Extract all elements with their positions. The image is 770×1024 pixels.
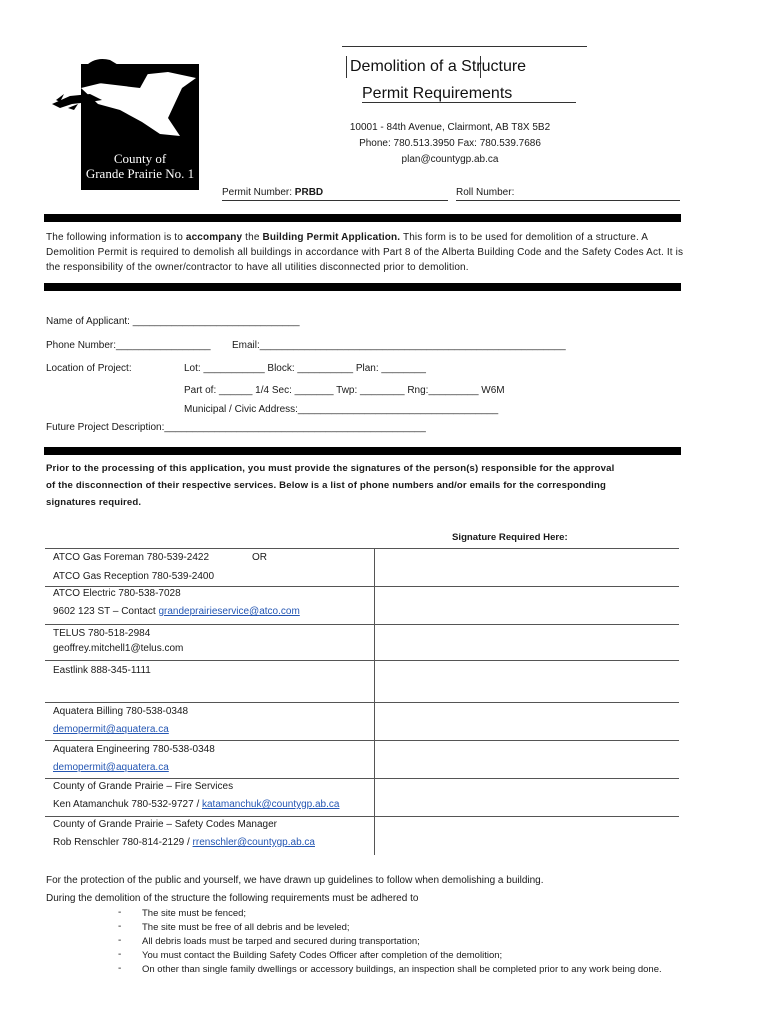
atco-contact-prefix: 9602 123 ST – Contact — [53, 606, 159, 617]
location-label: Location of Project: — [46, 363, 132, 374]
address-street: 10001 - 84th Avenue, Clairmont, AB T8X 5B2 — [349, 122, 551, 133]
legal-land-field[interactable]: Part of: ______ 1/4 Sec: _______ Twp: ________ Rng:_________ W6M — [184, 385, 505, 396]
safety-codes-manager: County of Grande Prairie – Safety Codes Manager — [53, 819, 278, 830]
fire-services: County of Grande Prairie – Fire Services — [53, 781, 234, 792]
intro-paragraph — [46, 230, 696, 275]
fire-contact-prefix: Ken Atamanchuk 780-532-9727 / — [53, 799, 202, 810]
page-title-line1: Demolition of a Structure — [350, 58, 527, 75]
title-underline — [362, 102, 576, 103]
safety-contact-prefix: Rob Renschler 780-814-2129 / — [53, 837, 193, 848]
logo-text-line2: Grande Prairie No. 1 — [85, 166, 195, 181]
signature-notice: Prior to the processing of this application, you must provide the signatures of the person(s) responsible for the approval of the disconnection of their respective services. Below is a list of phone numbers and/or emails for the corresponding signatures required. — [46, 463, 615, 508]
bullet-dash: - — [118, 921, 122, 932]
lot-block-plan-field[interactable]: Lot: ___________ Block: __________ Plan: ________ — [184, 363, 426, 374]
aquatera-billing: Aquatera Billing 780-538-0348 — [53, 706, 189, 717]
table-row — [45, 625, 679, 661]
footer-line-1: For the protection of the public and yourself, we have drawn up guidelines to follow when demolishing a building. — [46, 875, 544, 886]
address-phone-fax: Phone: 780.513.3950 Fax: 780.539.7686 — [359, 138, 541, 149]
atco-gas-reception: ATCO Gas Reception 780-539-2400 — [53, 571, 215, 582]
page-title-line2: Permit Requirements — [362, 85, 513, 102]
bullet-dash: - — [118, 949, 122, 960]
future-project-field[interactable]: Future Project Description:_______________________________________________ — [46, 422, 426, 433]
telus-phone: TELUS 780-518-2984 — [53, 628, 151, 639]
title-rule-left — [346, 56, 347, 78]
aquatera-engineering-email-link[interactable]: demopermit@aquatera.ca — [53, 762, 169, 773]
table-row — [45, 741, 679, 779]
safety-email-link[interactable]: rrenschler@countygp.ab.ca — [192, 837, 315, 848]
intro-text-2: the — [242, 232, 263, 243]
aquatera-billing-email-link[interactable]: demopermit@aquatera.ca — [53, 724, 169, 735]
telus-email: geoffrey.mitchell1@telus.com — [53, 643, 184, 654]
permit-number-prefix: PRBD — [294, 187, 324, 198]
footer-line-2: During the demolition of the structure the following requirements must be adhered to — [46, 893, 419, 904]
applicant-name-field[interactable]: Name of Applicant: ______________________________ — [46, 316, 300, 327]
atco-gas-foreman: ATCO Gas Foreman 780-539-2422 — [53, 552, 210, 563]
requirements-list — [0, 906, 770, 986]
signature-table — [45, 548, 679, 854]
requirement-item: The site must be free of all debris and be leveled; — [142, 922, 350, 933]
section-divider-3 — [44, 447, 681, 455]
fire-contact — [53, 798, 339, 812]
requirement-item: On other than single family dwellings or accessory buildings, an inspection shall be completed prior to any work being done. — [142, 964, 662, 975]
logo-text-line1: County of — [113, 151, 167, 166]
bullet-dash: - — [118, 935, 122, 946]
requirement-item: All debris loads must be tarped and secured during transportation; — [142, 936, 420, 947]
requirement-item: You must contact the Building Safety Codes Officer after completion of the demolition; — [142, 950, 503, 961]
bullet-dash: - — [118, 907, 122, 918]
table-row — [45, 779, 679, 817]
roll-number-field[interactable] — [456, 186, 680, 201]
signature-column-header: Signature Required Here: — [452, 532, 568, 543]
atco-email-link[interactable]: grandeprairieservice@atco.com — [158, 606, 300, 617]
section-divider-1 — [44, 214, 681, 222]
atco-contact — [53, 605, 300, 619]
table-row — [45, 703, 679, 741]
permit-number-label: Permit Number: — [222, 187, 295, 198]
fire-email-link[interactable]: katamanchuk@countygp.ab.ca — [202, 799, 340, 810]
municipal-address-field[interactable]: Municipal / Civic Address:____________________________________ — [184, 404, 499, 415]
aquatera-engineering: Aquatera Engineering 780-538-0348 — [53, 744, 215, 755]
table-row — [45, 817, 679, 855]
atco-electric: ATCO Electric 780-538-7028 — [53, 588, 181, 599]
safety-contact — [53, 836, 315, 850]
or-label: OR — [252, 552, 267, 563]
section-divider-2 — [44, 283, 681, 291]
phone-number-field[interactable]: Phone Number:_________________ — [46, 340, 211, 351]
table-row — [45, 661, 679, 703]
bullet-dash: - — [118, 963, 122, 974]
permit-number-field[interactable] — [222, 186, 448, 201]
table-row — [45, 549, 679, 587]
intro-text-1: The following information is to — [46, 232, 186, 243]
email-field[interactable]: Email:_______________________________________________________ — [232, 340, 566, 351]
county-logo — [50, 48, 210, 190]
roll-number-label: Roll Number: — [456, 187, 515, 198]
table-row — [45, 587, 679, 625]
address-email: plan@countygp.ab.ca — [401, 154, 499, 165]
intro-text-3: This form is to be used for demolition of a structure. A Demolition Permit is required to demolish all buildings in accordance with Part 8 of the Alberta Building Code and the Safety Codes Act. It is the responsibility of the owner/contractor to have all utilities disconnected prior to demolition. — [46, 232, 684, 273]
eastlink-phone: Eastlink 888-345-1111 — [53, 665, 151, 676]
intro-bold-1: accompany — [185, 232, 243, 243]
requirement-item: The site must be fenced; — [142, 908, 247, 919]
intro-bold-2: Building Permit Application. — [262, 232, 401, 243]
